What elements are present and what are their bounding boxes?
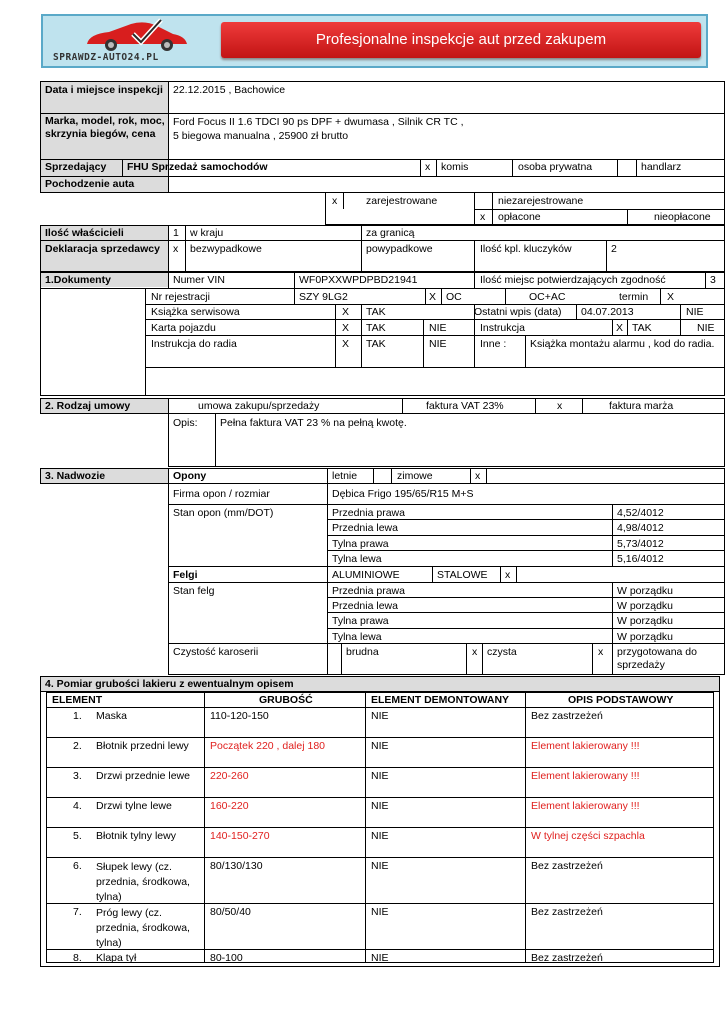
- contract-desc-label: Opis:: [173, 417, 198, 429]
- paint-row-dismounted: NIE: [371, 770, 389, 782]
- reg-number-label: Nr rejestracji: [151, 291, 210, 303]
- paid-mark: x: [480, 211, 486, 223]
- keys-value: 2: [611, 243, 617, 255]
- unregistered-label: niezarejestrowane: [498, 195, 584, 207]
- vehicle-card-tak: TAK: [366, 322, 386, 334]
- term-mark: X: [667, 291, 675, 303]
- radio-manual-label: Instrukcja do radia: [151, 338, 237, 350]
- radio-manual-mark: X: [342, 338, 350, 350]
- paint-row-element: Klapa tył: [96, 952, 137, 964]
- tire-pos: Przednia lewa: [332, 522, 398, 534]
- paint-row-dismounted: NIE: [371, 800, 389, 812]
- owners-domestic: w kraju: [190, 227, 224, 239]
- vehicle-card-label: Karta pojazdu: [151, 322, 216, 334]
- paint-row-number: 8.: [73, 952, 82, 964]
- paint-row-description: Bez zastrzeżeń: [531, 860, 603, 872]
- cleanliness-clean: czysta: [487, 646, 517, 658]
- cleanliness-dirty: brudna: [346, 646, 379, 658]
- contract-section-title: 2. Rodzaj umowy: [45, 400, 131, 412]
- rim-pos: Tylna lewa: [332, 631, 382, 643]
- paint-row-description: W tylnej części szpachla: [531, 830, 645, 842]
- paint-row-description: Bez zastrzeżeń: [531, 906, 603, 918]
- contract-mark: x: [557, 400, 563, 412]
- car-line1: Ford Focus II 1.6 TDCI 90 ps DPF + dwumasa , Silnik CR TC ,: [173, 116, 464, 128]
- seller-opt-dealer: handlarz: [641, 161, 682, 173]
- tire-val: 4,52/4012: [617, 507, 664, 519]
- car-label: Marka, model, rok, moc, skrzynia biegów, cena: [45, 115, 165, 140]
- seats-label: Ilość miejsc potwierdzających zgodność: [480, 274, 666, 286]
- manual-mark: X: [616, 322, 624, 334]
- car-logo-icon: [49, 18, 219, 52]
- paint-row-description: Element lakierowany !!!: [531, 770, 640, 782]
- paint-header-dismounted: ELEMENT DEMONTOWANY: [371, 694, 510, 706]
- tire-pos: Tylna prawa: [332, 538, 389, 550]
- reg-number-value: SZY 9LG2: [299, 291, 348, 303]
- paint-header-element: ELEMENT: [52, 694, 103, 706]
- rims-steel: STALOWE: [437, 569, 488, 581]
- other-value: Książka montażu alarmu , kod do radia.: [530, 338, 715, 350]
- rims-label: Felgi: [173, 569, 198, 581]
- contract-desc-value: Pełna faktura VAT 23 % na pełną kwotę.: [220, 417, 407, 429]
- date-label: Data i miejsce inspekcji: [45, 84, 163, 96]
- declaration-label: Deklaracja sprzedawcy: [45, 243, 160, 255]
- paid-label: opłacone: [498, 211, 541, 223]
- paint-row-number: 2.: [73, 740, 82, 752]
- paint-row-element: Próg lewy (cz. przednia, środkowa, tylna): [96, 907, 190, 949]
- date-value: 22.12.2015 , Bachowice: [173, 84, 286, 96]
- seller-mark: x: [425, 161, 431, 173]
- paint-row-thickness: 80/130/130: [210, 860, 263, 872]
- paint-row-dismounted: NIE: [371, 830, 389, 842]
- radio-manual-tak: TAK: [366, 338, 386, 350]
- logo: [49, 18, 219, 64]
- paint-row-dismounted: NIE: [371, 860, 389, 872]
- tires-label: Opony: [173, 470, 207, 482]
- rims-alu: ALUMINIOWE: [332, 569, 400, 581]
- term-label: termin: [619, 291, 649, 303]
- logo-text: SPRAWDZ-AUTO24.PL: [53, 52, 159, 63]
- keys-label: Ilość kpl. kluczyków: [480, 243, 572, 255]
- paint-row-description: Element lakierowany !!!: [531, 800, 640, 812]
- oc-mark: X: [429, 291, 437, 303]
- registered-mark: x: [332, 195, 338, 207]
- page-title: Profesjonalne inspekcje aut przed zakupem: [221, 22, 701, 58]
- tires-summer: letnie: [332, 470, 358, 482]
- tire-val: 5,73/4012: [617, 538, 664, 550]
- paint-row-thickness: 110-120-150: [210, 710, 269, 722]
- paint-row-dismounted: NIE: [371, 952, 389, 964]
- paint-row-dismounted: NIE: [371, 906, 389, 918]
- radio-manual-nie: NIE: [429, 338, 447, 350]
- paint-row-dismounted: NIE: [371, 710, 389, 722]
- tire-brand-value: Dębica Frigo 195/65/R15 M+S: [332, 488, 474, 500]
- paint-row-number: 5.: [73, 830, 82, 842]
- rim-val: W porządku: [617, 585, 674, 597]
- paint-row-number: 3.: [73, 770, 82, 782]
- vin-label: Numer VIN: [173, 274, 225, 286]
- paint-header-thickness: GRUBOŚĆ: [259, 694, 313, 706]
- service-book-label: Książka serwisowa: [151, 306, 240, 318]
- tire-brand-label: Firma opon / rozmiar: [173, 488, 270, 500]
- paint-row-description: Bez zastrzeżeń: [531, 710, 603, 722]
- paint-row-thickness: 220-260: [210, 770, 249, 782]
- vehicle-card-nie: NIE: [429, 322, 447, 334]
- rims-steel-mark: x: [505, 569, 511, 581]
- ocac-label: OC+AC: [529, 291, 566, 303]
- paint-row-number: 7.: [73, 906, 82, 918]
- paint-row-element: Drzwi tylne lewe: [96, 800, 172, 812]
- paint-row-element: Błotnik przedni lewy: [96, 740, 189, 752]
- unpaid-label: nieopłacone: [654, 211, 711, 223]
- paint-row-description: Bez zastrzeżeń: [531, 952, 603, 964]
- paint-row-number: 6.: [73, 860, 82, 872]
- paint-row-thickness: 160-220: [210, 800, 249, 812]
- rim-pos: Przednia prawa: [332, 585, 405, 597]
- last-entry-label: Ostatni wpis (data): [474, 306, 562, 318]
- paint-row-thickness: 140-150-270: [210, 830, 270, 842]
- origin-label: Pochodzenie auta: [45, 178, 135, 190]
- tire-state-label: Stan opon (mm/DOT): [173, 507, 274, 519]
- body-section-title: 3. Nadwozie: [45, 470, 106, 482]
- paint-row-number: 1.: [73, 710, 82, 722]
- cleanliness-clean-mark: x: [598, 646, 604, 658]
- vin-value: WF0PXXWPDPBD21941: [299, 274, 418, 286]
- seats-value: 3: [710, 274, 716, 286]
- tire-pos: Przednia prawa: [332, 507, 405, 519]
- manual-nie: NIE: [697, 322, 715, 334]
- declaration-after-accident: powypadkowe: [366, 243, 433, 255]
- tire-val: 5,16/4012: [617, 553, 664, 565]
- tire-val: 4,98/4012: [617, 522, 664, 534]
- paint-row-element: Błotnik tylny lewy: [96, 830, 176, 842]
- tire-pos: Tylna lewa: [332, 553, 382, 565]
- service-book-tak: TAK: [366, 306, 386, 318]
- declaration-accident-free: bezwypadkowe: [190, 243, 262, 255]
- paint-row-number: 4.: [73, 800, 82, 812]
- rim-val: W porządku: [617, 631, 674, 643]
- contract-opt-sale: umowa zakupu/sprzedaży: [198, 400, 320, 412]
- cleanliness-ready: przygotowana do sprzedaży: [617, 646, 697, 671]
- seller-label: Sprzedający: [45, 161, 107, 173]
- paint-header-description: OPIS PODSTAWOWY: [568, 694, 674, 706]
- oc-label: OC: [446, 291, 462, 303]
- last-entry-value: 04.07.2013: [581, 306, 634, 318]
- rim-pos: Przednia lewa: [332, 600, 398, 612]
- paint-row-thickness: 80/50/40: [210, 906, 251, 918]
- cleanliness-label: Czystość karoserii: [173, 646, 259, 658]
- paint-row-element: Drzwi przednie lewe: [96, 770, 190, 782]
- cleanliness-dirty-mark: x: [472, 646, 478, 658]
- registered-label: zarejestrowane: [366, 195, 438, 207]
- manual-tak: TAK: [632, 322, 652, 334]
- paint-section-title: 4. Pomiar grubości lakieru z ewentualnym opisem: [45, 678, 294, 690]
- vehicle-card-mark: X: [342, 322, 350, 334]
- owners-count: 1: [173, 227, 179, 239]
- paint-row-thickness: Początek 220 , dalej 180: [210, 740, 325, 752]
- service-book-mark: X: [342, 306, 350, 318]
- seller-opt-private: osoba prywatna: [518, 161, 593, 173]
- tires-winter-mark: x: [475, 470, 481, 482]
- other-label: Inne :: [480, 338, 507, 350]
- paint-row-element: Maska: [96, 710, 127, 722]
- contract-opt-margin: faktura marża: [609, 400, 674, 412]
- contract-opt-vat: faktura VAT 23%: [426, 400, 504, 412]
- tires-winter: zimowe: [397, 470, 433, 482]
- car-line2: 5 biegowa manualna , 25900 zł brutto: [173, 130, 349, 142]
- seller-value: FHU Sprzedaż samochodów: [127, 161, 268, 173]
- last-entry-nie: NIE: [686, 306, 704, 318]
- paint-row-thickness: 80-100: [210, 952, 243, 964]
- seller-opt-komis: komis: [441, 161, 469, 173]
- declaration-mark: x: [173, 243, 179, 255]
- paint-row-element: Słupek lewy (cz. przednia, środkowa, tylna): [96, 861, 190, 903]
- manual-label: Instrukcja: [480, 322, 525, 334]
- rim-val: W porządku: [617, 615, 674, 627]
- rim-state-label: Stan felg: [173, 585, 215, 597]
- paint-row-description: Element lakierowany !!!: [531, 740, 640, 752]
- owners-abroad: za granicą: [366, 227, 415, 239]
- rim-val: W porządku: [617, 600, 674, 612]
- owners-label: Ilość właścicieli: [45, 227, 124, 239]
- header-banner: [41, 14, 708, 68]
- documents-section-title: 1.Dokumenty: [45, 274, 111, 286]
- rim-pos: Tylna prawa: [332, 615, 389, 627]
- paint-row-dismounted: NIE: [371, 740, 389, 752]
